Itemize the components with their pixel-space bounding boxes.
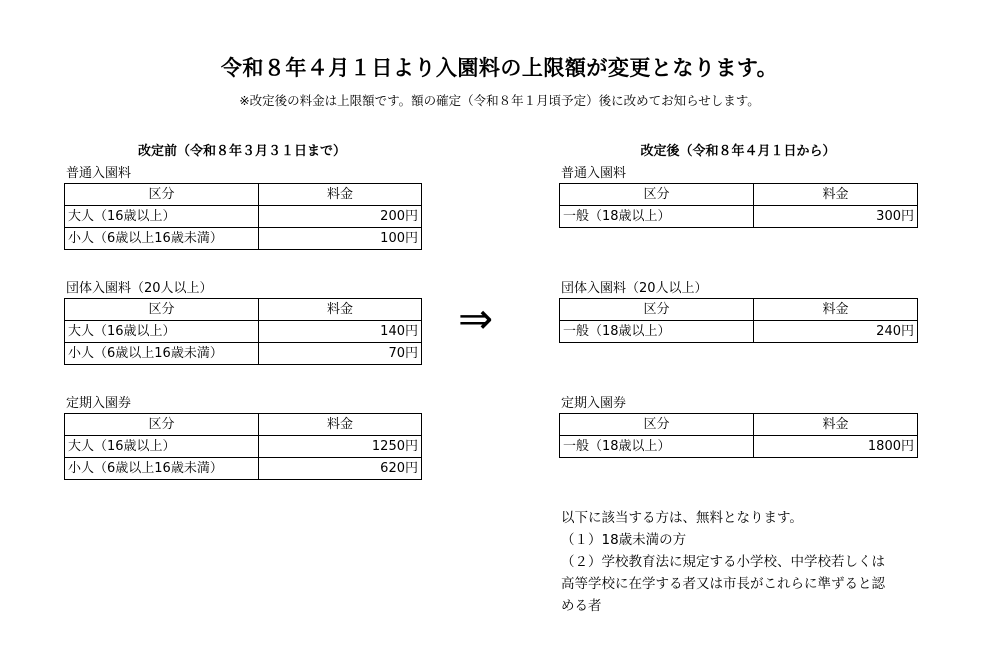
free-admission-notice bbox=[561, 507, 921, 617]
table-row bbox=[65, 206, 422, 228]
free-item: める者 bbox=[561, 598, 602, 614]
free-intro: 以下に該当する方は、無料となります。 bbox=[561, 510, 803, 526]
table-row bbox=[65, 343, 422, 365]
after-pass-label: 定期入園券 bbox=[561, 396, 627, 411]
table-header-row bbox=[560, 184, 918, 206]
before-pass-table bbox=[64, 413, 422, 480]
before-group-label: 団体入園料（20人以上） bbox=[66, 281, 213, 296]
fee-cell: 70円 bbox=[259, 343, 422, 365]
fee-cell: 620円 bbox=[259, 458, 422, 480]
header-fee: 料金 bbox=[259, 414, 422, 436]
header-category: 区分 bbox=[560, 184, 754, 206]
after-regular-table bbox=[559, 183, 918, 228]
header-fee: 料金 bbox=[259, 184, 422, 206]
category-cell: 小人（6歳以上16歳未満） bbox=[65, 458, 259, 480]
header-category: 区分 bbox=[65, 184, 259, 206]
free-item: 高等学校に在学する者又は市長がこれらに準ずると認 bbox=[561, 576, 885, 592]
category-cell: 小人（6歳以上16歳未満） bbox=[65, 343, 259, 365]
page-title: 令和８年４月１日より入園料の上限額が変更となります。 bbox=[220, 56, 779, 80]
table-header-row bbox=[65, 299, 422, 321]
category-cell: 一般（18歳以上） bbox=[560, 321, 754, 343]
fee-cell: 1800円 bbox=[754, 436, 918, 458]
after-heading: 改定後（令和８年４月１日から） bbox=[640, 144, 836, 159]
free-item: （２）学校教育法に規定する小学校、中学校若しくは bbox=[561, 554, 885, 570]
before-group-table bbox=[64, 298, 422, 365]
table-row bbox=[560, 436, 918, 458]
table-row bbox=[65, 321, 422, 343]
after-group-table bbox=[559, 298, 918, 343]
category-cell: 大人（16歳以上） bbox=[65, 206, 259, 228]
category-cell: 大人（16歳以上） bbox=[65, 436, 259, 458]
table-row bbox=[560, 206, 918, 228]
header-fee: 料金 bbox=[259, 299, 422, 321]
revision-note: ※改定後の料金は上限額です。額の確定（令和８年１月頃予定）後に改めてお知らせします。 bbox=[239, 93, 760, 108]
table-row bbox=[65, 458, 422, 480]
category-cell: 大人（16歳以上） bbox=[65, 321, 259, 343]
category-cell: 一般（18歳以上） bbox=[560, 436, 754, 458]
category-cell: 一般（18歳以上） bbox=[560, 206, 754, 228]
after-pass-table bbox=[559, 413, 918, 458]
header-category: 区分 bbox=[65, 299, 259, 321]
fee-cell: 200円 bbox=[259, 206, 422, 228]
before-regular-table bbox=[64, 183, 422, 250]
header-fee: 料金 bbox=[754, 299, 918, 321]
before-regular-label: 普通入園料 bbox=[66, 166, 132, 181]
table-header-row bbox=[560, 299, 918, 321]
after-regular-label: 普通入園料 bbox=[561, 166, 627, 181]
fee-cell: 100円 bbox=[259, 228, 422, 250]
free-item: （１）18歳未満の方 bbox=[561, 532, 687, 548]
before-heading: 改定前（令和８年３月３１日まで） bbox=[137, 144, 346, 159]
header-fee: 料金 bbox=[754, 414, 918, 436]
fee-cell: 240円 bbox=[754, 321, 918, 343]
fee-cell: 140円 bbox=[259, 321, 422, 343]
fee-cell: 1250円 bbox=[259, 436, 422, 458]
after-group-label: 団体入園料（20人以上） bbox=[561, 281, 708, 296]
header-category: 区分 bbox=[65, 414, 259, 436]
before-pass-label: 定期入園券 bbox=[66, 396, 132, 411]
fee-cell: 300円 bbox=[754, 206, 918, 228]
header-category: 区分 bbox=[560, 414, 754, 436]
category-cell: 小人（6歳以上16歳未満） bbox=[65, 228, 259, 250]
table-row bbox=[560, 321, 918, 343]
table-header-row bbox=[65, 414, 422, 436]
right-double-arrow-icon: ⇒ bbox=[458, 294, 494, 343]
table-header-row bbox=[560, 414, 918, 436]
header-fee: 料金 bbox=[754, 184, 918, 206]
header-category: 区分 bbox=[560, 299, 754, 321]
table-row bbox=[65, 436, 422, 458]
table-row bbox=[65, 228, 422, 250]
table-header-row bbox=[65, 184, 422, 206]
